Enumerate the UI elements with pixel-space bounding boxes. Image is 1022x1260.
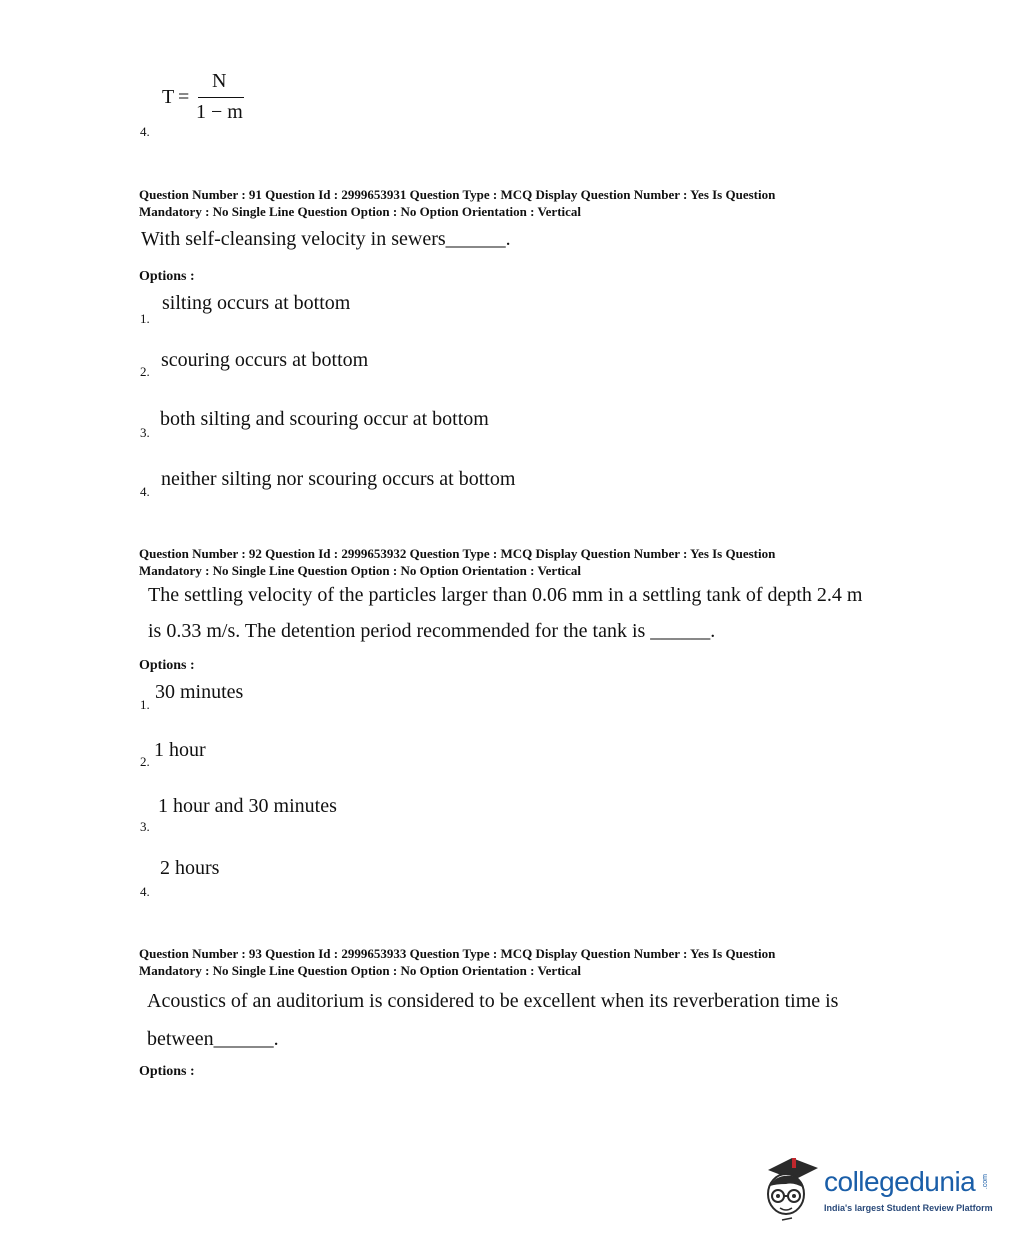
- formula-numerator: N: [212, 70, 227, 92]
- question-meta-line: Mandatory : No Single Line Question Option : No Option Orientation : Vertical: [139, 563, 582, 578]
- options-label: Options :: [139, 658, 195, 673]
- option-number: 3.: [140, 425, 150, 440]
- logo-tagline: India's largest Student Review Platform: [824, 1203, 993, 1213]
- fraction-bar: [198, 97, 244, 98]
- question-text: is 0.33 m/s. The detention period recommended for the tank is ______.: [148, 620, 716, 642]
- formula-option-4: [160, 70, 260, 130]
- option-text[interactable]: 30 minutes: [155, 681, 244, 703]
- option-text[interactable]: 1 hour and 30 minutes: [158, 795, 337, 817]
- option-text[interactable]: scouring occurs at bottom: [161, 349, 369, 371]
- option-number: 3.: [140, 819, 150, 834]
- option-number: 4.: [140, 124, 150, 139]
- question-meta-line: Mandatory : No Single Line Question Option : No Option Orientation : Vertical: [139, 204, 582, 219]
- formula-denominator: 1 − m: [196, 101, 243, 123]
- question-meta: [139, 186, 775, 220]
- logo-wordmark: collegedunia: [824, 1166, 976, 1197]
- option-number: 4.: [140, 484, 150, 499]
- options-label: Options :: [139, 269, 195, 284]
- question-text: between______.: [147, 1028, 279, 1050]
- formula-equals: =: [178, 86, 190, 108]
- mascot-icon: [762, 1150, 824, 1230]
- option-number: 1.: [140, 311, 150, 326]
- question-text: Acoustics of an auditorium is considered to be excellent when its reverberation time is: [147, 990, 839, 1012]
- question-meta: [139, 945, 775, 979]
- question-text: The settling velocity of the particles larger than 0.06 mm in a settling tank of depth 2.4 m: [148, 584, 863, 606]
- option-text[interactable]: 2 hours: [160, 857, 220, 879]
- option-text[interactable]: 1 hour: [154, 739, 206, 761]
- question-meta: [139, 545, 775, 579]
- question-meta-line: Mandatory : No Single Line Question Option : No Option Orientation : Vertical: [139, 963, 582, 978]
- formula-lhs: T: [162, 86, 175, 108]
- option-text[interactable]: silting occurs at bottom: [162, 292, 351, 314]
- option-number: 2.: [140, 364, 150, 379]
- logo-dotcom: .com: [982, 1174, 989, 1190]
- option-number: 4.: [140, 884, 150, 899]
- option-text[interactable]: neither silting nor scouring occurs at bottom: [161, 468, 516, 490]
- option-text[interactable]: both silting and scouring occur at bottom: [160, 408, 489, 430]
- question-meta-line: Question Number : 92 Question Id : 2999653932 Question Type : MCQ Display Question Number : Yes Is Question: [139, 546, 776, 561]
- option-number: 1.: [140, 697, 150, 712]
- question-meta-line: Question Number : 91 Question Id : 2999653931 Question Type : MCQ Display Question Number : Yes Is Question: [139, 187, 776, 202]
- option-number: 2.: [140, 754, 150, 769]
- question-meta-line: Question Number : 93 Question Id : 2999653933 Question Type : MCQ Display Question Number : Yes Is Question: [139, 946, 776, 961]
- options-label: Options :: [139, 1064, 195, 1079]
- collegedunia-logo: [762, 1150, 992, 1230]
- question-text: With self-cleansing velocity in sewers______.: [141, 228, 511, 250]
